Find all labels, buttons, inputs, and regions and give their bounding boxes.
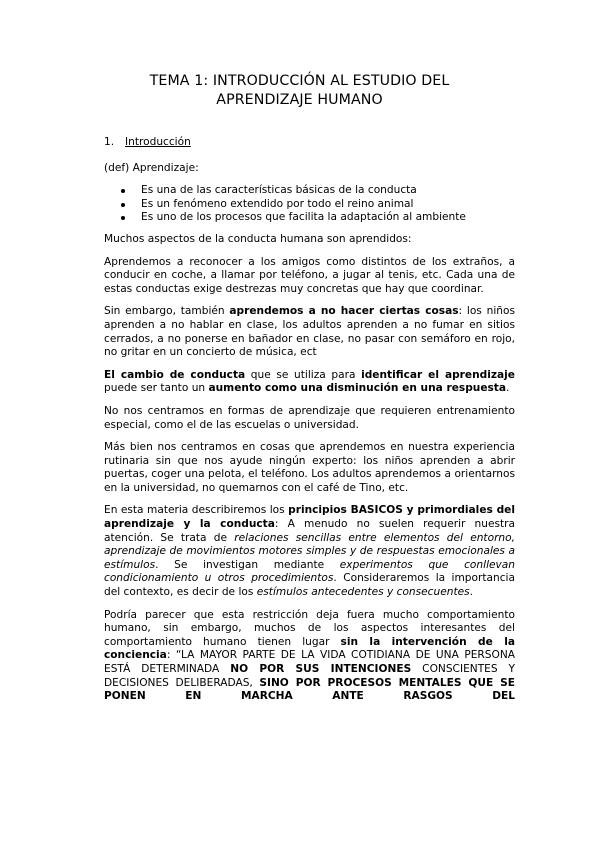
bullet-item: Es una de las características básicas de la conducta — [104, 184, 515, 198]
bullet-item: Es uno de los procesos que facilita la adaptación al ambiente — [104, 211, 515, 225]
bullet-item: Es un fenómeno extendido por todo el reino animal — [104, 198, 515, 212]
paragraph-2: Aprendemos a reconocer a los amigos como distintos de los extraños, a conducir en coche, a llamar por teléfono, a jugar al tenis, etc. Cada una de estas conductas exige destrezas muy concretas que hay que coordinar. — [104, 255, 515, 295]
bullet-list — [104, 184, 515, 225]
section-heading — [104, 136, 515, 150]
paragraph-8: Podría parecer que esta restricción deja fuera mucho comportamiento humano, sin embargo, muchos de los aspectos interesantes del comportamiento humano tienen lugar sin la intervención de la conciencia: “LA MAYOR PARTE DE LA VIDA COTIDIANA DE UNA PERSONA ESTÁ DETERMINADA NO POR SUS INTENCIONES CONSCIENTES Y DECISIONES DELIBERADAS, SINO POR PROCESOS MENTALES QUE SE PONEN EN MARCHA ANTE RASGOS DEL — [104, 608, 515, 703]
document-title — [60, 72, 539, 110]
section-number: 1. — [104, 136, 115, 148]
paragraph-3: Sin embargo, también aprendemos a no hacer ciertas cosas: los niños aprenden a no hablar en clase, los adultos aprenden a no fumar en sitios cerrados, a no ponerse en bañador en clase, no pasar con semáforo en rojo, no gritar en un concierto de música, ect — [104, 305, 515, 359]
title-line-2: APRENDIZAJE HUMANO — [216, 92, 383, 108]
title-line-1: TEMA 1: INTRODUCCIÓN AL ESTUDIO DEL — [149, 73, 450, 89]
paragraph-5: No nos centramos en formas de aprendizaje que requieren entrenamiento especial, como el de las escuelas o universidad. — [104, 404, 515, 431]
section-title: Introducción — [125, 136, 191, 148]
paragraph-1: Muchos aspectos de la conducta humana son aprendidos: — [104, 232, 412, 245]
paragraph-4: El cambio de conducta que se utiliza para identificar el aprendizaje puede ser tanto un aumento como una disminución en una respuesta. — [104, 368, 515, 395]
paragraph-6: Más bien nos centramos en cosas que aprendemos en nuestra experiencia rutinaria sin que nos ayude ningún experto: los niños aprenden a abrir puertas, coger una pelota, el teléfono. Los adultos aprendemos a orientarnos en la universidad, no quemarnos con el café de Tino, etc. — [104, 441, 515, 494]
document-body — [104, 136, 515, 713]
paragraph-7: En esta materia describiremos los principios BASICOS y primordiales del aprendizaje y la conducta: A menudo no suelen requerir nuestra atención. Se trata de relaciones sencillas entre elementos del entorno, aprendizaje de movimientos motores simples y de respuestas emocionales a estímulos. Se investigan mediante experimentos que conllevan condicionamiento u otros procedimientos. Consideraremos la importancia del contexto, es decir de los estímulos antecedentes y consecuentes. — [104, 504, 516, 599]
definition-label: (def) Aprendizaje: — [104, 161, 199, 174]
